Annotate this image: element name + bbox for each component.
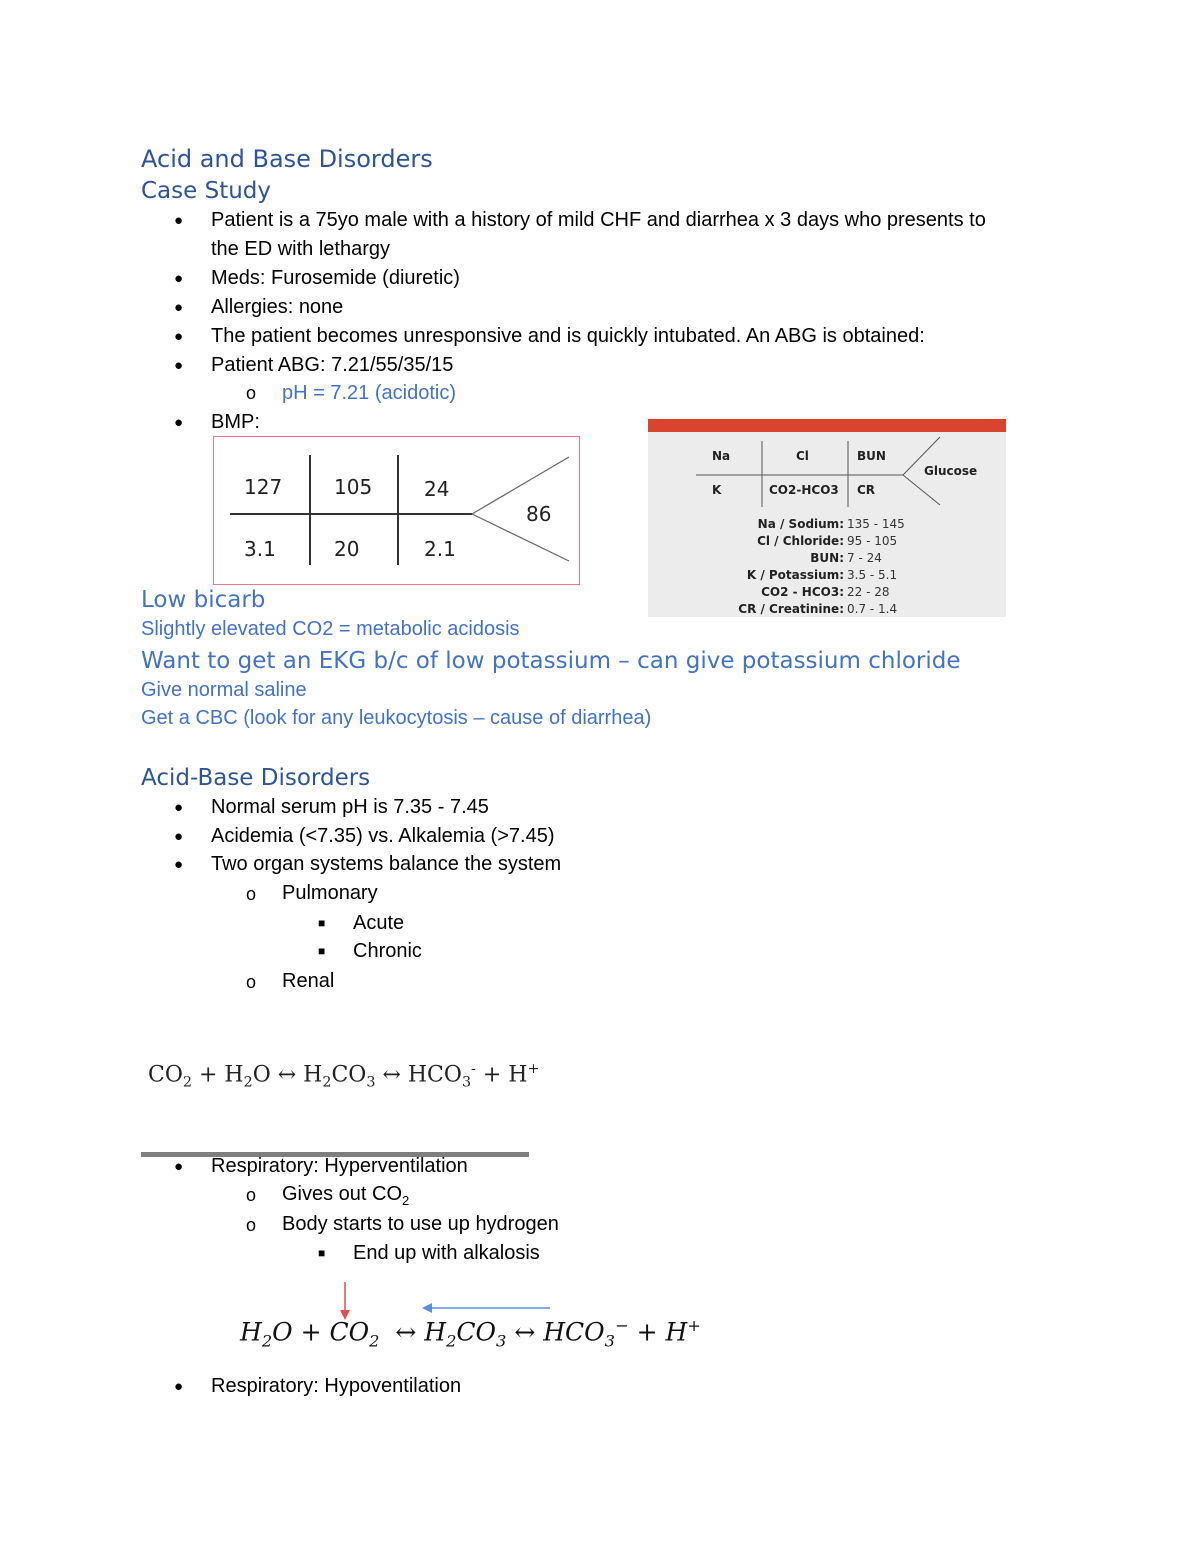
ph-note: pH = 7.21 (acidotic) [282, 382, 456, 404]
list-item: Body starts to use up hydrogen [282, 1213, 559, 1235]
circle-bullet-icon: o [246, 1185, 257, 1205]
circle-bullet-icon: o [246, 972, 257, 992]
bullet-icon: ● [174, 414, 184, 431]
note-saline: Give normal saline [141, 679, 307, 701]
list-item: Two organ systems balance the system [211, 853, 562, 875]
list-item: Chronic [353, 940, 422, 962]
ref-range-label: K / Potassium: [746, 568, 844, 582]
ref-range-label: Cl / Chloride: [757, 534, 844, 548]
gives-out-text: Gives out CO [282, 1183, 403, 1205]
list-item-continued: the ED with lethargy [211, 238, 390, 260]
bullet-icon: ● [174, 856, 184, 873]
bmp-reference-image [648, 419, 1006, 617]
list-item: Acute [353, 912, 405, 934]
bmp-cl: 105 [334, 475, 373, 499]
bullet-icon: ● [174, 357, 184, 374]
list-item: Renal [282, 970, 335, 992]
list-item: Pulmonary [282, 882, 378, 904]
bullet-icon: ● [174, 328, 184, 345]
ref-range-label: BUN: [810, 551, 844, 565]
circle-bullet-icon: o [246, 884, 257, 904]
subscript: 2 [402, 1193, 410, 1208]
note-ekg: Want to get an EKG b/c of low potassium – can give potassium chloride [141, 648, 961, 674]
equation-carbonic-acid-italic: $H_2O + CO_2$ ↔ $H_2CO_3$ ↔ $HCO_3^- + H^+$ [240, 1316, 701, 1351]
bmp-cr: 2.1 [424, 537, 456, 561]
ref-range-value: 95 - 105 [847, 534, 898, 548]
circle-bullet-icon: o [246, 383, 257, 403]
bullet-icon: ● [174, 212, 184, 229]
acid-base-heading: Acid-Base Disorders [141, 765, 371, 791]
square-bullet-icon: ■ [318, 944, 326, 958]
bullet-icon: ● [174, 299, 184, 316]
list-item: The patient becomes unresponsive and is quickly intubated. An ABG is obtained: [211, 325, 925, 347]
ref-range-label: CO2 - HCO3: [761, 585, 844, 599]
list-item: Allergies: none [211, 296, 344, 318]
list-item: Acidemia (<7.35) vs. Alkalemia (>7.45) [211, 825, 555, 847]
list-item: BMP: [211, 411, 260, 433]
square-bullet-icon: ■ [318, 916, 326, 930]
ref-range-label: Na / Sodium: [757, 517, 844, 531]
bmp-fishbone-lines [214, 437, 579, 584]
square-bullet-icon: ■ [318, 1246, 326, 1260]
bmp-fishbone [213, 436, 580, 585]
list-item: Meds: Furosemide (diuretic) [211, 267, 460, 289]
note-cbc: Get a CBC (look for any leukocytosis – cause of diarrhea) [141, 707, 652, 729]
list-item: Respiratory: Hypoventilation [211, 1375, 462, 1397]
bmp-co2: 20 [334, 537, 360, 561]
ref-k: K [712, 483, 722, 497]
ref-na: Na [712, 449, 731, 463]
bmp-k: 3.1 [244, 537, 276, 561]
note-low-bicarb: Low bicarb [141, 587, 266, 613]
ref-range-value: 135 - 145 [847, 517, 905, 531]
bullet-icon: ● [174, 270, 184, 287]
ref-glucose: Glucose [924, 464, 978, 478]
ref-range-value: 7 - 24 [847, 551, 882, 565]
list-item: Patient is a 75yo male with a history of mild CHF and diarrhea x 3 days who presents to [211, 209, 986, 231]
case-study-heading: Case Study [141, 178, 272, 204]
page-title: Acid and Base Disorders [141, 145, 433, 173]
bullet-icon: ● [174, 828, 184, 845]
bmp-na: 127 [244, 475, 283, 499]
bmp-bun: 24 [424, 477, 450, 501]
ref-range-value: 0.7 - 1.4 [847, 602, 898, 616]
ref-cl: Cl [796, 449, 809, 463]
list-item: Respiratory: Hyperventilation [211, 1155, 468, 1177]
ref-cr: CR [857, 483, 876, 497]
note-metabolic-acidosis: Slightly elevated CO2 = metabolic acidosis [141, 618, 520, 640]
circle-bullet-icon: o [246, 1215, 257, 1235]
ref-bun: BUN [857, 449, 886, 463]
ref-range-label: CR / Creatinine: [738, 602, 844, 616]
list-item: End up with alkalosis [353, 1242, 540, 1264]
ref-range-value: 3.5 - 5.1 [847, 568, 898, 582]
list-item: Patient ABG: 7.21/55/35/15 [211, 354, 454, 376]
list-item: Normal serum pH is 7.35 - 7.45 [211, 796, 489, 818]
bullet-icon: ● [174, 799, 184, 816]
bmp-glucose: 86 [526, 502, 552, 526]
equation-carbonic-acid: $CO_2 + H_2O$ ↔ $H_2CO_3$ ↔ $HCO_3^- + H^+$ [148, 1061, 540, 1091]
bullet-icon: ● [174, 1378, 184, 1395]
ref-co2: CO2-HCO3 [769, 483, 839, 497]
bullet-icon: ● [174, 1158, 184, 1175]
list-item [282, 1183, 409, 1208]
ref-range-value: 22 - 28 [847, 585, 890, 599]
